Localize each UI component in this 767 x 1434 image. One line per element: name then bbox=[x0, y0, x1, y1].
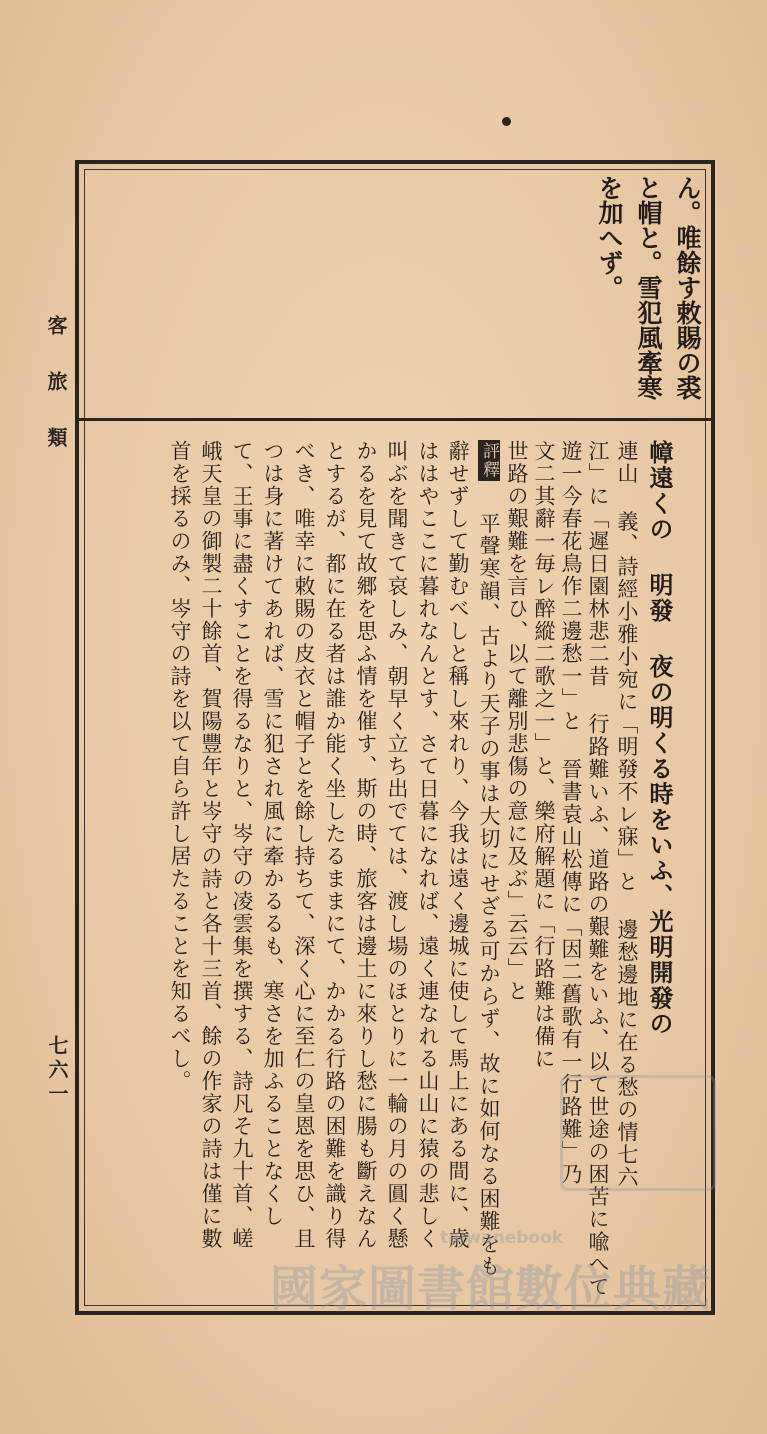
text-column: つは身に著けてあれば、雪に犯され風に牽かるるも、寒さを加ふることなくし bbox=[261, 440, 285, 1228]
text-column: 首を採るのみ、岑守の詩を以て自ら許し居たることを知るべし。 bbox=[168, 440, 192, 1093]
section-divider bbox=[78, 418, 712, 421]
upper-line: ん。唯餘す敕賜の裘 bbox=[673, 175, 702, 400]
text-column: べき、唯幸に敕賜の皮衣と帽子とを餘し持ちて、深く心に至仁の皇恩を思ひ、且 bbox=[292, 440, 316, 1250]
watermark-latin: taiwanebook bbox=[440, 1228, 564, 1248]
text-column: 峨天皇の御製二十餘首、賀陽豐年と岑守の詩と各十三首、餘の作家の詩は僅に數 bbox=[199, 440, 223, 1250]
upper-continuation-text bbox=[590, 175, 707, 413]
watermark-cjk: 國家圖書館數位典藏 bbox=[270, 1261, 712, 1317]
upper-line: と帽と。雪犯風牽寒 bbox=[634, 175, 663, 400]
upper-line: を加へず。 bbox=[595, 175, 624, 300]
margin-section-title: 客旅類 bbox=[44, 315, 68, 483]
text-column: て、王事に盡くすことを得るなりと、岑守の凌雲集を撰する、詩凡そ九十首、嵯 bbox=[230, 440, 254, 1250]
text-column: 叫ぶを聞きて哀しみ、朝早く立ち出でては、渡し場のほとりに一輪の月の圓く懸 bbox=[385, 440, 409, 1250]
text-column: 遊一今春花鳥作二邊愁一」と 晉書袁山松傳に「因二舊歌有一行路難」乃 bbox=[559, 440, 583, 1186]
commentary-column bbox=[478, 440, 500, 1305]
text-column: かるを見て故郷を思ふ情を催す、斯の時、旅客は邊土に來りし愁に腸も斷えなん bbox=[354, 440, 378, 1250]
commentary-first-line: 平聲寒韻、古より天子の事は大切にせざる可からず、故に如何なる困難をも bbox=[477, 512, 501, 1278]
page-number: 七六一 bbox=[45, 1035, 69, 1107]
ink-dot bbox=[502, 117, 511, 126]
text-column: 連山 義、詩經小雅小宛に「明發不レ寐」と 邊愁邊地に在る愁の情七六 bbox=[615, 440, 639, 1189]
commentary-badge: 評釋 bbox=[479, 442, 499, 479]
text-column: 辭せずして勤むべしと稱し來れり、今我は遠く邊城に使して馬上にある間に、歳 bbox=[446, 440, 470, 1250]
text-column: とするが、都に在る者は誰か能く坐したるままにて、かかる行路の困難を識り得 bbox=[323, 440, 347, 1250]
text-column: 幛遠くの 明發 夜の明くる時をいふ、光明開發の bbox=[645, 440, 674, 1037]
text-column: ははやここに暮れなんとす、さて日暮になれば、遠く連なれる山山に猿の悲しく bbox=[416, 440, 440, 1250]
text-column: 世路の艱難を言ひ、以て離別悲傷の意に及ぶ」云云」と bbox=[505, 440, 529, 1003]
text-column: 文二其辭一毎レ醉縱二歌之一」と、樂府解題に「行路難は備に bbox=[532, 440, 556, 1070]
text-column: 江」に「遲日園林悲二昔 行路難いふ、道路の艱難をいふ、以て世途の困苦に喩へて bbox=[586, 440, 610, 1298]
watermark-stamp bbox=[560, 1075, 716, 1191]
